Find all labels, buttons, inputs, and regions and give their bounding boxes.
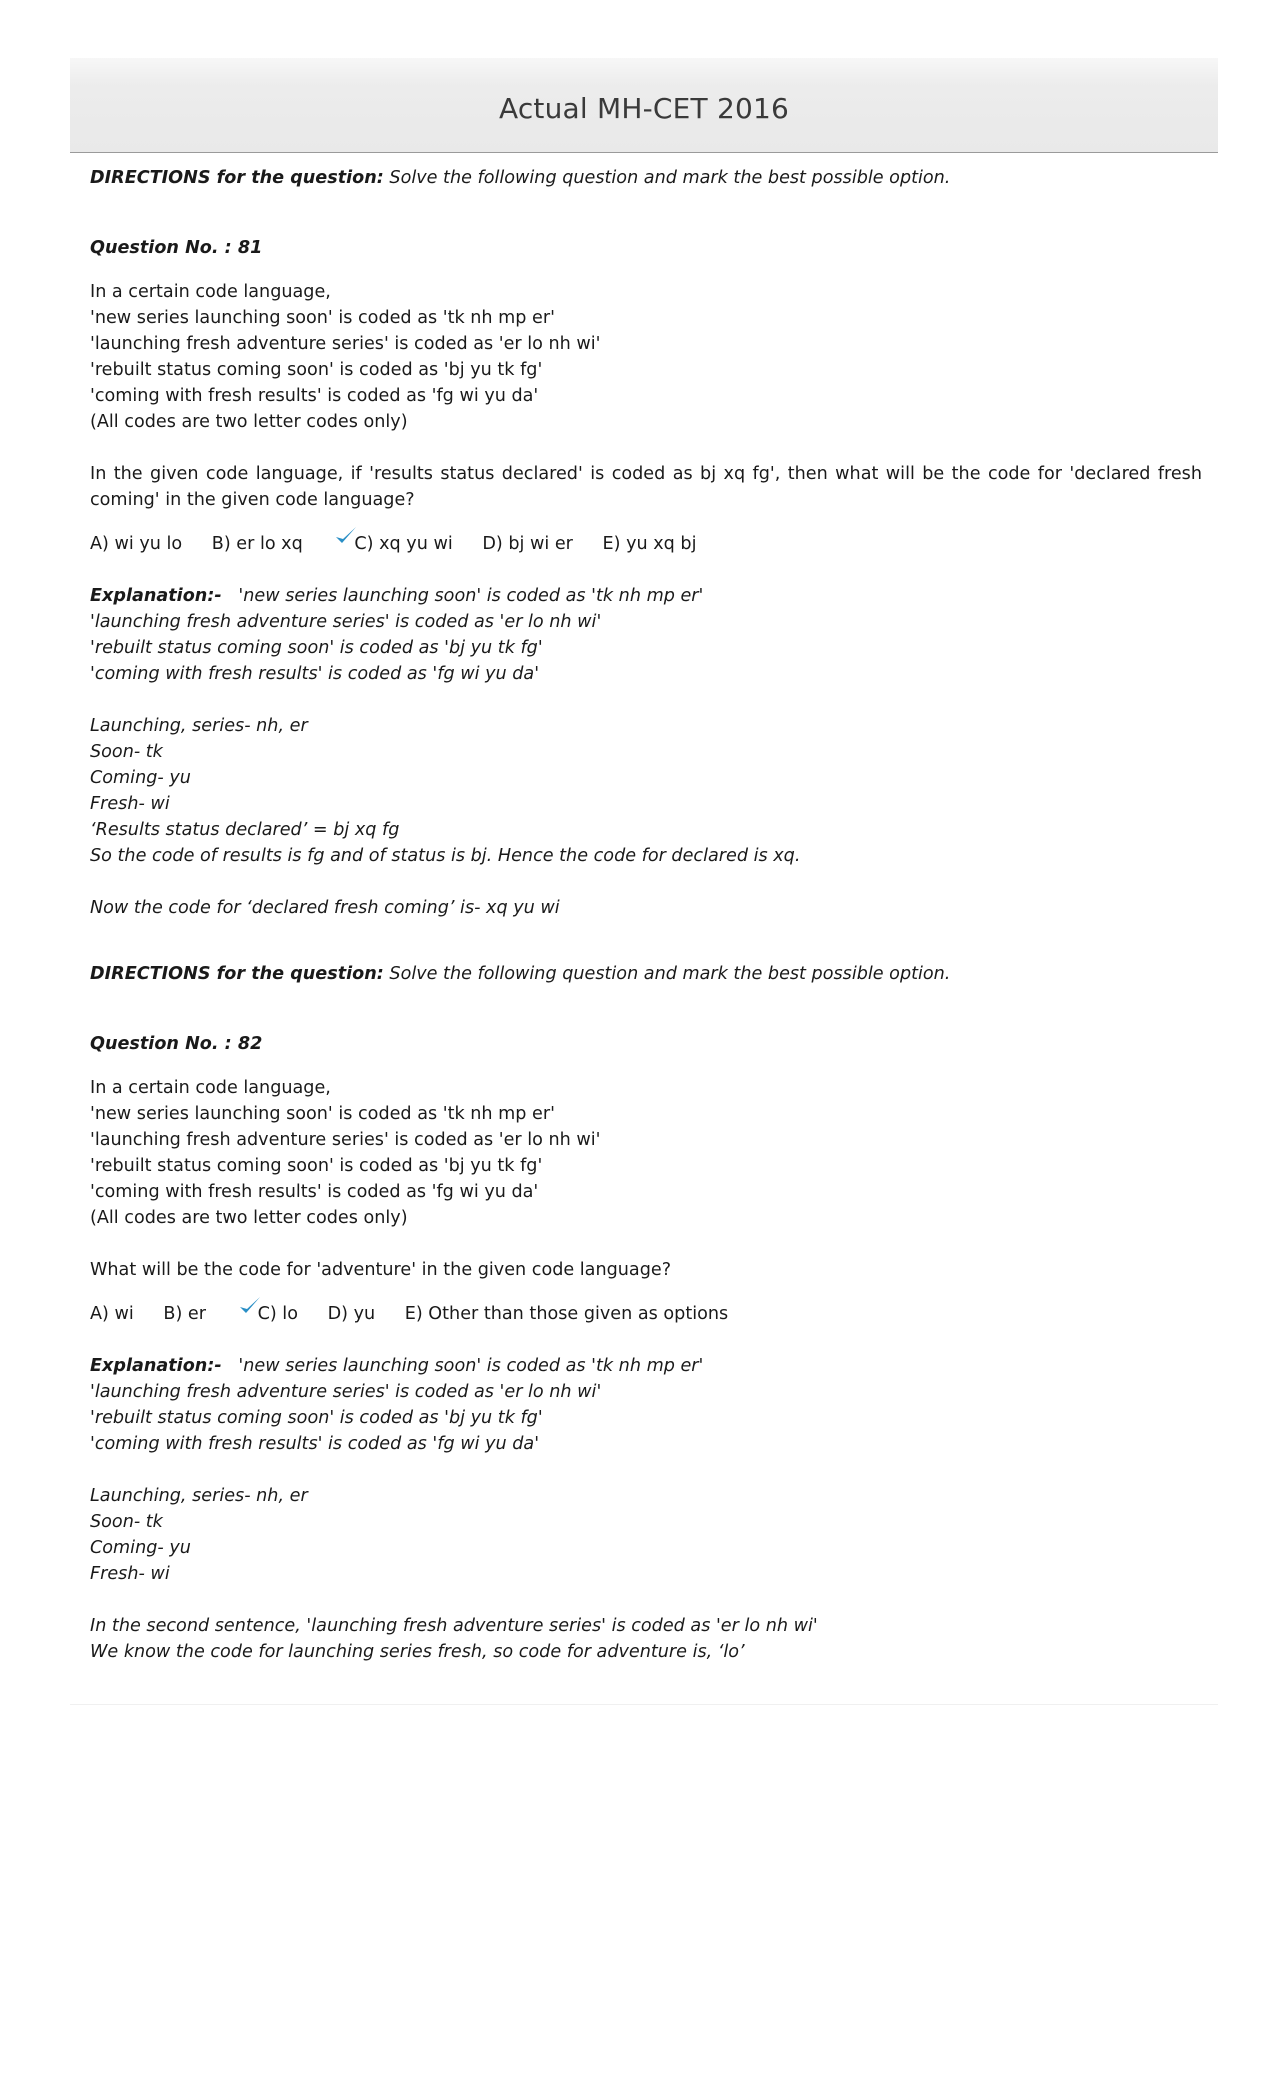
explanation-first-line bbox=[90, 583, 1202, 609]
page-header bbox=[70, 58, 1218, 153]
explanation-label: Explanation:- bbox=[90, 586, 222, 606]
explanation-label: Explanation:- bbox=[90, 1356, 222, 1376]
explanation-line: 'launching fresh adventure series' is coded as 'er lo nh wi' bbox=[90, 612, 602, 632]
checkmark-icon bbox=[334, 525, 358, 547]
explanation-line: In the second sentence, 'launching fresh adventure series' is coded as 'er lo nh wi' bbox=[90, 1616, 818, 1636]
option-c-label: C) xq yu wi bbox=[354, 534, 453, 554]
option-a[interactable]: A) wi bbox=[90, 1304, 134, 1324]
explanation-line: Soon- tk bbox=[90, 1512, 163, 1532]
option-e[interactable]: E) Other than those given as options bbox=[404, 1304, 729, 1324]
stem-line: 'new series launching soon' is coded as 'tk nh mp er' bbox=[90, 1104, 555, 1124]
stem-line: (All codes are two letter codes only) bbox=[90, 412, 408, 432]
question-prompt: What will be the code for 'adventure' in the given code language? bbox=[90, 1260, 672, 1280]
directions-line bbox=[90, 961, 1202, 987]
answer-options bbox=[90, 1301, 1202, 1327]
option-e[interactable]: E) yu xq bj bbox=[602, 534, 697, 554]
explanation-line: Launching, series- nh, er bbox=[90, 716, 308, 736]
stem-line: 'new series launching soon' is coded as 'tk nh mp er' bbox=[90, 308, 555, 328]
directions-text: Solve the following question and mark the best possible option. bbox=[383, 964, 951, 984]
question-content bbox=[90, 165, 1202, 1665]
question-number: Question No. : 82 bbox=[90, 1034, 263, 1054]
directions-label: DIRECTIONS for the question: bbox=[90, 964, 384, 984]
explanation-line: 'rebuilt status coming soon' is coded as 'bj yu tk fg' bbox=[90, 638, 543, 658]
stem-line: In a certain code language, bbox=[90, 1078, 331, 1098]
checkmark-icon bbox=[238, 1295, 262, 1317]
stem-line: 'rebuilt status coming soon' is coded as 'bj yu tk fg' bbox=[90, 360, 543, 380]
option-b[interactable]: B) er bbox=[163, 1304, 206, 1324]
directions-text: Solve the following question and mark the best possible option. bbox=[383, 168, 951, 188]
stem-line: (All codes are two letter codes only) bbox=[90, 1208, 408, 1228]
option-c-correct[interactable] bbox=[242, 1301, 298, 1327]
explanation-line: 'launching fresh adventure series' is coded as 'er lo nh wi' bbox=[90, 1382, 602, 1402]
option-d[interactable]: D) yu bbox=[327, 1304, 376, 1324]
option-a[interactable]: A) wi yu lo bbox=[90, 534, 183, 554]
explanation-line: So the code of results is fg and of status is bj. Hence the code for declared is xq. bbox=[90, 846, 801, 866]
explanation-line: 'rebuilt status coming soon' is coded as 'bj yu tk fg' bbox=[90, 1408, 543, 1428]
option-d[interactable]: D) bj wi er bbox=[482, 534, 573, 554]
question-stem bbox=[90, 1075, 1202, 1231]
explanation-line: 'coming with fresh results' is coded as 'fg wi yu da' bbox=[90, 1434, 540, 1454]
stem-line: In a certain code language, bbox=[90, 282, 331, 302]
question-block-82 bbox=[90, 961, 1202, 1665]
explanation-line: Fresh- wi bbox=[90, 794, 170, 814]
explanation-line: Now the code for ‘declared fresh coming’ is- xq yu wi bbox=[90, 898, 560, 918]
explanation-first-line bbox=[90, 1353, 1202, 1379]
answer-options bbox=[90, 531, 1202, 557]
option-c-correct[interactable] bbox=[338, 531, 452, 557]
explanation-line: Soon- tk bbox=[90, 742, 163, 762]
question-stem bbox=[90, 279, 1202, 435]
option-b[interactable]: B) er lo xq bbox=[211, 534, 303, 554]
explanation-line: 'coming with fresh results' is coded as 'fg wi yu da' bbox=[90, 664, 540, 684]
stem-line: 'coming with fresh results' is coded as 'fg wi yu da' bbox=[90, 386, 539, 406]
stem-line: 'rebuilt status coming soon' is coded as 'bj yu tk fg' bbox=[90, 1156, 543, 1176]
explanation-line: ‘Results status declared’ = bj xq fg bbox=[90, 820, 400, 840]
explanation bbox=[90, 583, 1202, 921]
directions-line bbox=[90, 165, 1202, 191]
explanation-line: Coming- yu bbox=[90, 1538, 191, 1558]
directions-label: DIRECTIONS for the question: bbox=[90, 168, 384, 188]
explanation-line: Launching, series- nh, er bbox=[90, 1486, 308, 1506]
stem-line: 'coming with fresh results' is coded as 'fg wi yu da' bbox=[90, 1182, 539, 1202]
question-block-81 bbox=[90, 165, 1202, 921]
option-c-label: C) lo bbox=[257, 1304, 298, 1324]
explanation-text: 'new series launching soon' is coded as 'tk nh mp er' bbox=[221, 586, 704, 606]
explanation-text: 'new series launching soon' is coded as 'tk nh mp er' bbox=[221, 1356, 704, 1376]
question-number: Question No. : 81 bbox=[90, 238, 263, 258]
explanation-line: We know the code for launching series fresh, so code for adventure is, ‘lo’ bbox=[90, 1642, 745, 1662]
explanation-line: Fresh- wi bbox=[90, 1564, 170, 1584]
explanation-line: Coming- yu bbox=[90, 768, 191, 788]
explanation bbox=[90, 1353, 1202, 1665]
question-prompt: In the given code language, if 'results status declared' is coded as bj xq fg', then what will be the code for 'declared fresh coming' in the given code language? bbox=[90, 464, 1202, 510]
stem-line: 'launching fresh adventure series' is coded as 'er lo nh wi' bbox=[90, 334, 601, 354]
page-title: Actual MH-CET 2016 bbox=[498, 92, 790, 125]
stem-line: 'launching fresh adventure series' is coded as 'er lo nh wi' bbox=[90, 1130, 601, 1150]
